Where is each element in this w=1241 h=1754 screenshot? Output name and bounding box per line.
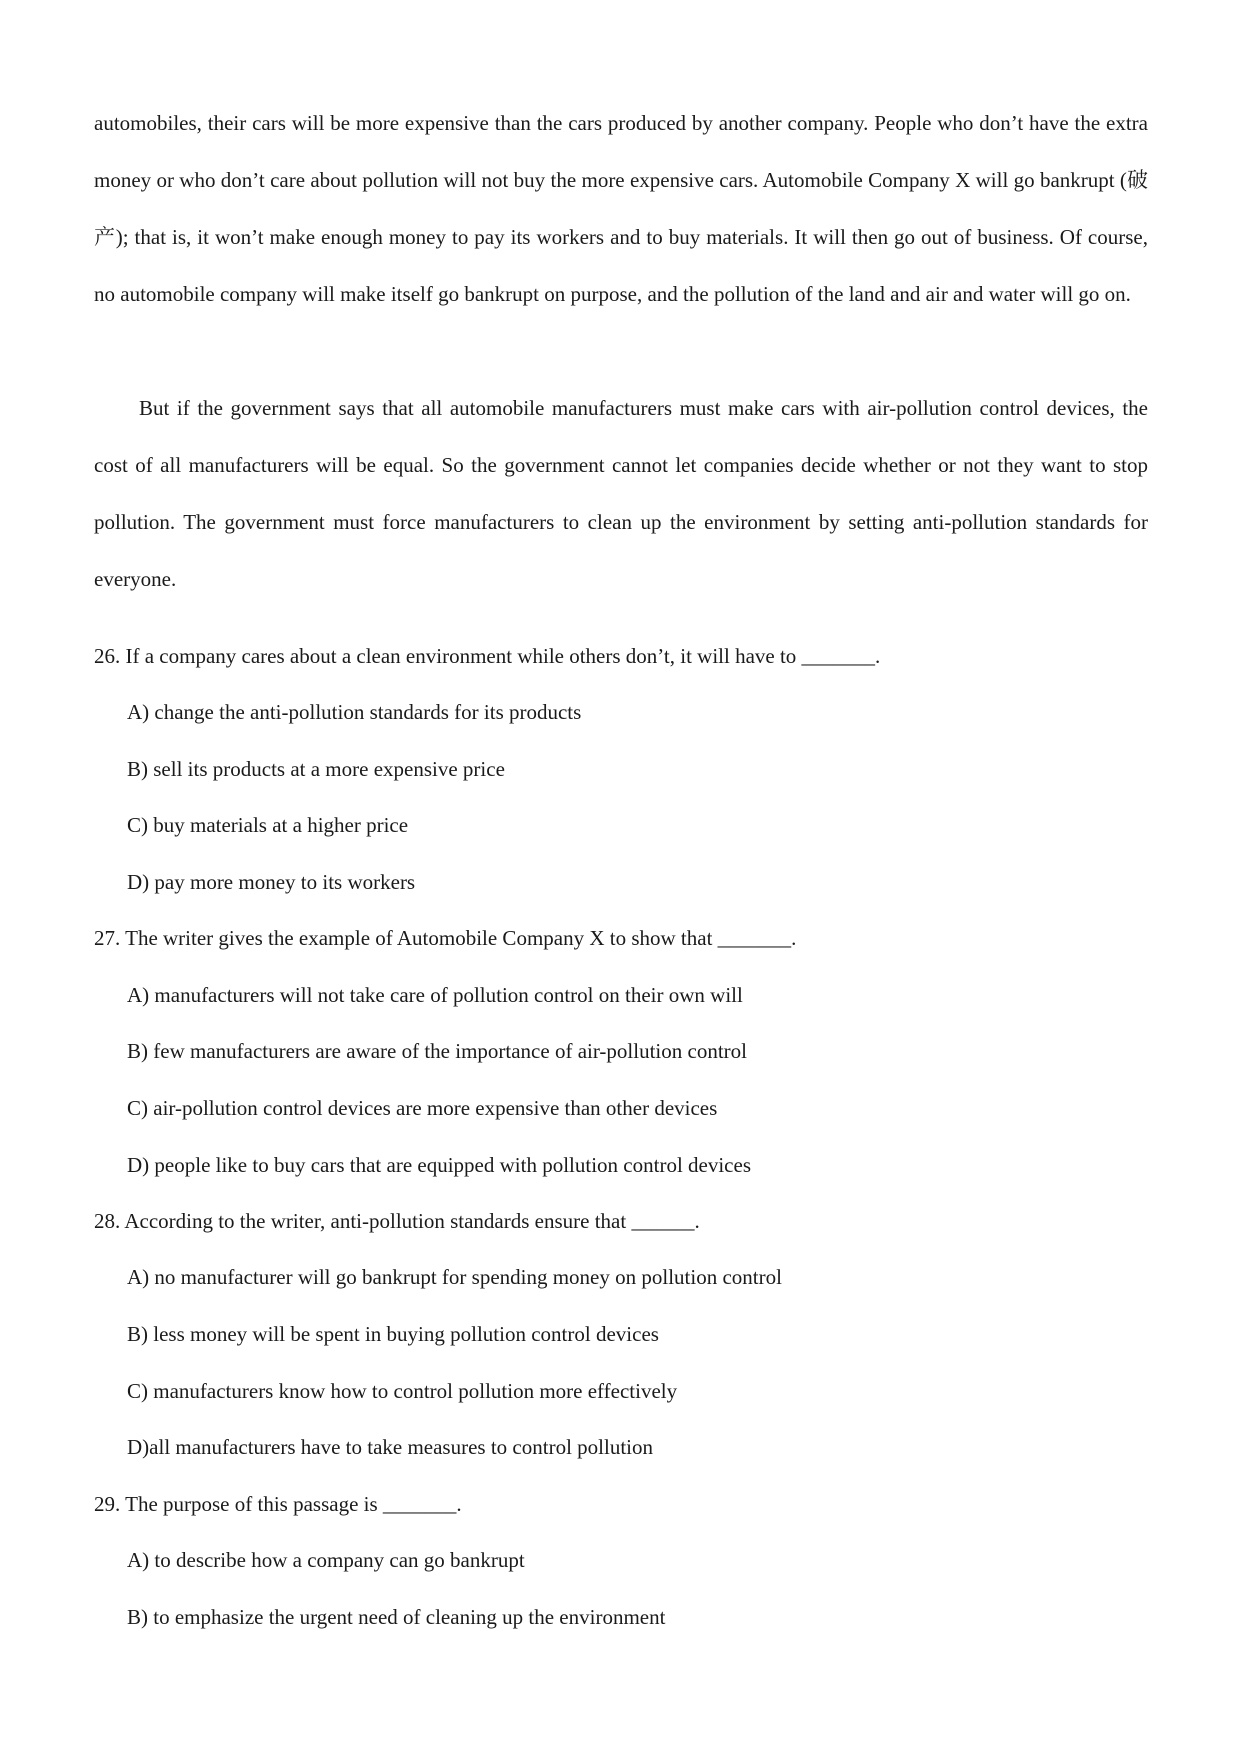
- question-28-stem: 28. According to the writer, anti-pollution standards ensure that ______.: [94, 1209, 700, 1233]
- passage-paragraph-2: But if the government says that all automobile manufacturers must make cars with air-pollution control devices, the cost of all manufacturers will be equal. So the government cannot let companies decide whether or not they want to stop pollution. The government must force manufacturers to clean up the environment by setting anti-pollution standards for everyone.: [94, 396, 1148, 591]
- question-29-option-a: A) to describe how a company can go bankrupt: [127, 1548, 525, 1572]
- question-29-option-b: B) to emphasize the urgent need of cleaning up the environment: [127, 1605, 666, 1629]
- question-26-option-a: A) change the anti-pollution standards for its products: [127, 700, 582, 724]
- question-27-option-c: C) air-pollution control devices are more expensive than other devices: [127, 1096, 718, 1120]
- question-26-option-c: C) buy materials at a higher price: [127, 813, 409, 837]
- question-29-stem: 29. The purpose of this passage is _______.: [94, 1492, 462, 1516]
- question-26-stem: 26. If a company cares about a clean environment while others don’t, it will have to _______.: [94, 644, 881, 668]
- question-28-option-c: C) manufacturers know how to control pollution more effectively: [127, 1379, 678, 1403]
- question-27-option-d: D) people like to buy cars that are equipped with pollution control devices: [127, 1153, 751, 1177]
- question-26-option-d: D) pay more money to its workers: [127, 870, 416, 894]
- question-28-option-a: A) no manufacturer will go bankrupt for spending money on pollution control: [127, 1265, 782, 1289]
- question-27-option-b: B) few manufacturers are aware of the importance of air-pollution control: [127, 1039, 747, 1063]
- question-27-option-a: A) manufacturers will not take care of pollution control on their own will: [127, 983, 743, 1007]
- question-26-option-b: B) sell its products at a more expensive price: [127, 757, 505, 781]
- question-28-option-d: D)all manufacturers have to take measures to control pollution: [127, 1435, 653, 1459]
- passage-paragraph-1: automobiles, their cars will be more expensive than the cars produced by another company. People who don’t have the extra money or who don’t care about pollution will not buy the more expensive cars. Automobile Company X will go bankrupt (破产); that is, it won’t make enough money to pay its workers and to buy materials. It will then go out of business. Of course, no automobile company will make itself go bankrupt on purpose, and the pollution of the land and air and water will go on.: [94, 111, 1148, 306]
- question-27-stem: 27. The writer gives the example of Automobile Company X to show that _______.: [94, 926, 797, 950]
- question-28-option-b: B) less money will be spent in buying pollution control devices: [127, 1322, 659, 1346]
